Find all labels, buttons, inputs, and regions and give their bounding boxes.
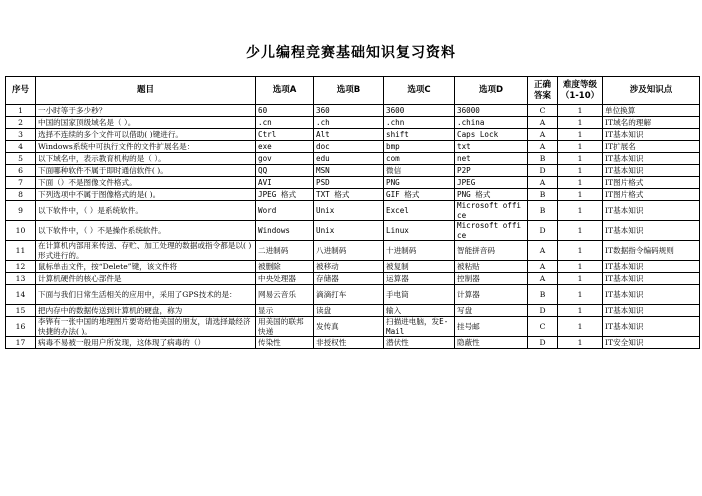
table-row: [6, 337, 700, 349]
cell-no: 10: [6, 221, 36, 241]
cell-option-c: bmp: [384, 141, 455, 153]
cell-option-b: TXT 格式: [314, 189, 384, 201]
cell-option-a: .cn: [256, 117, 314, 129]
cell-topic: IT基本知识: [603, 317, 700, 337]
cell-option-b: 存储器: [314, 273, 384, 285]
cell-question: 病毒不易被一般用户所发现，这体现了病毒的（）: [36, 337, 256, 349]
cell-difficulty: 1: [558, 337, 603, 349]
cell-topic: IT基本知识: [603, 261, 700, 273]
cell-option-d: 控制器: [455, 273, 528, 285]
cell-no: 17: [6, 337, 36, 349]
header-option-b: 选项B: [314, 77, 384, 105]
table-row: [6, 105, 700, 117]
cell-option-a: 中央处理器: [256, 273, 314, 285]
cell-topic: IT基本知识: [603, 221, 700, 241]
table-row: [6, 189, 700, 201]
cell-topic: IT基本知识: [603, 129, 700, 141]
cell-option-b: Unix: [314, 221, 384, 241]
cell-option-c: 微信: [384, 165, 455, 177]
header-answer: 正确答案: [528, 77, 558, 105]
cell-answer: D: [528, 305, 558, 317]
cell-option-a: 二进制码: [256, 241, 314, 261]
cell-answer: A: [528, 129, 558, 141]
cell-question: 以下软件中，（ ）不是操作系统软件。: [36, 221, 256, 241]
table-row: [6, 261, 700, 273]
cell-option-a: JPEG 格式: [256, 189, 314, 201]
cell-question: 下面哪种软件不属于即时通信软件( )。: [36, 165, 256, 177]
cell-question: 把内存中的数据传送到计算机的硬盘，称为: [36, 305, 256, 317]
cell-option-c: 被复制: [384, 261, 455, 273]
cell-no: 11: [6, 241, 36, 261]
cell-no: 6: [6, 165, 36, 177]
cell-question: 鼠标单击文件，按“Delete”键，该文件将: [36, 261, 256, 273]
cell-topic: IT数据指令编码规则: [603, 241, 700, 261]
cell-no: 5: [6, 153, 36, 165]
cell-question: 以下软件中，（ ）是系统软件。: [36, 201, 256, 221]
table-row: [6, 285, 700, 305]
cell-option-b: 被移动: [314, 261, 384, 273]
cell-option-d: 计算器: [455, 285, 528, 305]
cell-option-d: Microsoft office: [455, 201, 528, 221]
cell-answer: B: [528, 201, 558, 221]
cell-topic: IT域名的理解: [603, 117, 700, 129]
cell-answer: D: [528, 337, 558, 349]
table-row: [6, 177, 700, 189]
cell-difficulty: 1: [558, 305, 603, 317]
cell-option-c: 3600: [384, 105, 455, 117]
cell-option-c: Excel: [384, 201, 455, 221]
cell-option-c: Linux: [384, 221, 455, 241]
cell-option-c: 潜伏性: [384, 337, 455, 349]
cell-topic: IT扩展名: [603, 141, 700, 153]
cell-option-d: 智能拼音码: [455, 241, 528, 261]
question-table: [5, 76, 700, 349]
cell-option-c: 运算器: [384, 273, 455, 285]
cell-no: 12: [6, 261, 36, 273]
cell-answer: B: [528, 153, 558, 165]
cell-difficulty: 1: [558, 285, 603, 305]
cell-question: 下面与我们日常生活相关的应用中，采用了GPS技术的是：: [36, 285, 256, 305]
cell-difficulty: 1: [558, 105, 603, 117]
cell-option-a: AVI: [256, 177, 314, 189]
cell-option-a: 传染性: [256, 337, 314, 349]
cell-no: 1: [6, 105, 36, 117]
cell-option-c: PNG: [384, 177, 455, 189]
cell-difficulty: 1: [558, 153, 603, 165]
cell-option-b: edu: [314, 153, 384, 165]
cell-no: 14: [6, 285, 36, 305]
header-option-a: 选项A: [256, 77, 314, 105]
cell-no: 7: [6, 177, 36, 189]
cell-topic: IT基本知识: [603, 201, 700, 221]
cell-question: 选择不连续的多个文件可以借助( )键进行。: [36, 129, 256, 141]
cell-no: 15: [6, 305, 36, 317]
cell-topic: IT基本知识: [603, 285, 700, 305]
table-row: [6, 117, 700, 129]
cell-topic: IT图片格式: [603, 177, 700, 189]
cell-option-c: 输入: [384, 305, 455, 317]
cell-answer: D: [528, 165, 558, 177]
cell-difficulty: 1: [558, 273, 603, 285]
cell-option-b: MSN: [314, 165, 384, 177]
cell-option-b: Unix: [314, 201, 384, 221]
cell-topic: IT基本知识: [603, 305, 700, 317]
cell-option-a: 显示: [256, 305, 314, 317]
table-row: [6, 165, 700, 177]
cell-question: 在计算机内部用来传送、存贮、加工处理的数据或指令都是以( )形式进行的。: [36, 241, 256, 261]
cell-no: 16: [6, 317, 36, 337]
cell-option-c: shift: [384, 129, 455, 141]
cell-question: 李铧有一张中国的地理图片要寄给他美国的朋友，请选择最经济快捷的办法( )。: [36, 317, 256, 337]
table-row: [6, 141, 700, 153]
header-row: [6, 77, 700, 105]
cell-answer: A: [528, 117, 558, 129]
table-row: [6, 305, 700, 317]
cell-option-d: 写盘: [455, 305, 528, 317]
cell-no: 9: [6, 201, 36, 221]
header-difficulty: 难度等级（1-10）: [558, 77, 603, 105]
cell-option-b: doc: [314, 141, 384, 153]
cell-difficulty: 1: [558, 165, 603, 177]
cell-option-c: GIF 格式: [384, 189, 455, 201]
cell-option-b: 非授权性: [314, 337, 384, 349]
cell-no: 3: [6, 129, 36, 141]
cell-answer: A: [528, 177, 558, 189]
header-question: 题目: [36, 77, 256, 105]
cell-topic: IT基本知识: [603, 273, 700, 285]
cell-option-c: .chn: [384, 117, 455, 129]
cell-difficulty: 1: [558, 317, 603, 337]
cell-difficulty: 1: [558, 261, 603, 273]
cell-option-d: 36000: [455, 105, 528, 117]
cell-topic: IT安全知识: [603, 337, 700, 349]
header-option-d: 选项D: [455, 77, 528, 105]
cell-question: 一小时等于多少秒？: [36, 105, 256, 117]
cell-difficulty: 1: [558, 177, 603, 189]
cell-option-a: 60: [256, 105, 314, 117]
table-row: [6, 317, 700, 337]
cell-question: 以下域名中，表示教育机构的是（ ）。: [36, 153, 256, 165]
cell-option-c: 手电筒: [384, 285, 455, 305]
cell-answer: B: [528, 189, 558, 201]
cell-answer: A: [528, 261, 558, 273]
cell-option-d: 隐蔽性: [455, 337, 528, 349]
cell-option-a: Word: [256, 201, 314, 221]
cell-difficulty: 1: [558, 189, 603, 201]
cell-option-d: Caps Lock: [455, 129, 528, 141]
cell-difficulty: 1: [558, 129, 603, 141]
table-row: [6, 221, 700, 241]
cell-answer: D: [528, 221, 558, 241]
cell-option-b: 读盘: [314, 305, 384, 317]
cell-answer: A: [528, 141, 558, 153]
cell-option-d: Microsoft office: [455, 221, 528, 241]
table-row: [6, 241, 700, 261]
cell-topic: 单位换算: [603, 105, 700, 117]
cell-option-a: gov: [256, 153, 314, 165]
table-row: [6, 273, 700, 285]
cell-option-d: .china: [455, 117, 528, 129]
cell-no: 13: [6, 273, 36, 285]
cell-no: 2: [6, 117, 36, 129]
cell-question: Windows系统中可执行文件的文件扩展名是：: [36, 141, 256, 153]
cell-option-d: JPEG: [455, 177, 528, 189]
cell-difficulty: 1: [558, 241, 603, 261]
cell-question: 计算机硬件的核心部件是: [36, 273, 256, 285]
cell-answer: C: [528, 317, 558, 337]
cell-difficulty: 1: [558, 141, 603, 153]
cell-option-b: 八进制码: [314, 241, 384, 261]
cell-option-b: 发传真: [314, 317, 384, 337]
cell-option-a: 网易云音乐: [256, 285, 314, 305]
cell-option-d: net: [455, 153, 528, 165]
header-topic: 涉及知识点: [603, 77, 700, 105]
cell-option-c: 十进制码: [384, 241, 455, 261]
cell-option-b: 360: [314, 105, 384, 117]
cell-option-d: PNG 格式: [455, 189, 528, 201]
page-title: 少儿编程竞赛基础知识复习资料: [246, 45, 456, 61]
cell-option-d: 被粘贴: [455, 261, 528, 273]
cell-no: 8: [6, 189, 36, 201]
table-row: [6, 153, 700, 165]
cell-option-a: QQ: [256, 165, 314, 177]
cell-topic: IT图片格式: [603, 189, 700, 201]
header-no: 序号: [6, 77, 36, 105]
cell-question: 下面（）不是图像文件格式。: [36, 177, 256, 189]
cell-option-b: PSD: [314, 177, 384, 189]
cell-no: 4: [6, 141, 36, 153]
table-row: [6, 129, 700, 141]
cell-difficulty: 1: [558, 117, 603, 129]
cell-option-a: Ctrl: [256, 129, 314, 141]
cell-option-a: 用美国的联邦快递: [256, 317, 314, 337]
cell-option-d: txt: [455, 141, 528, 153]
cell-option-b: 滴滴打车: [314, 285, 384, 305]
cell-option-a: 被删除: [256, 261, 314, 273]
cell-topic: IT基本知识: [603, 165, 700, 177]
cell-option-c: com: [384, 153, 455, 165]
cell-answer: A: [528, 273, 558, 285]
table-row: [6, 201, 700, 221]
header-option-c: 选项C: [384, 77, 455, 105]
cell-answer: B: [528, 285, 558, 305]
cell-question: 下列选项中不属于图像格式的是( )。: [36, 189, 256, 201]
cell-option-c: 扫描进电脑，发E-Mail: [384, 317, 455, 337]
cell-option-d: 挂号邮: [455, 317, 528, 337]
cell-topic: IT基本知识: [603, 153, 700, 165]
cell-option-a: exe: [256, 141, 314, 153]
cell-option-a: Windows: [256, 221, 314, 241]
cell-answer: C: [528, 105, 558, 117]
cell-difficulty: 1: [558, 201, 603, 221]
cell-question: 中国的国家顶级域名是（ ）。: [36, 117, 256, 129]
cell-answer: A: [528, 241, 558, 261]
cell-difficulty: 1: [558, 221, 603, 241]
cell-option-b: .ch: [314, 117, 384, 129]
cell-option-d: P2P: [455, 165, 528, 177]
cell-option-b: Alt: [314, 129, 384, 141]
